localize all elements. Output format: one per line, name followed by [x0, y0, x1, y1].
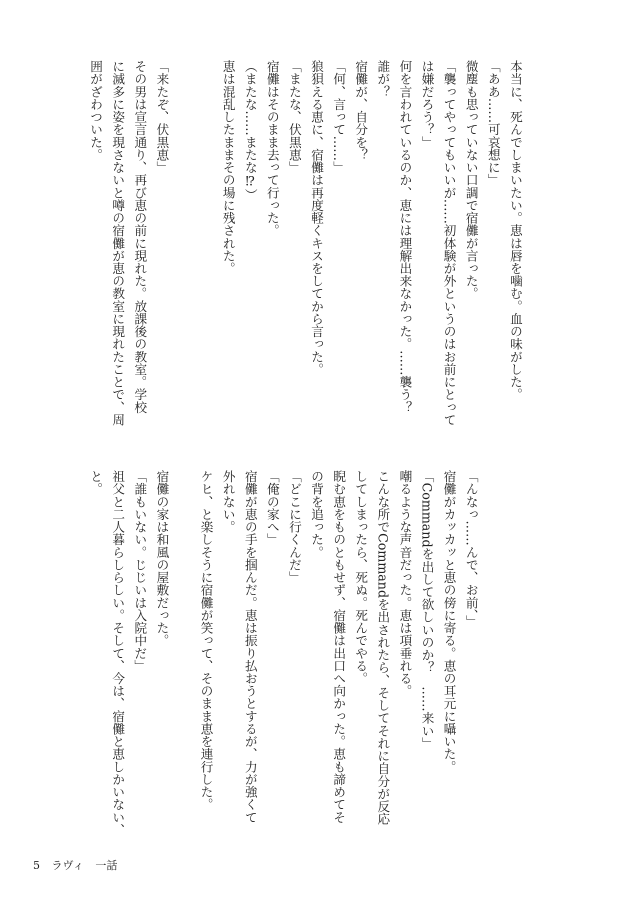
text-line: 恵は混乱したままその場に残された。	[220, 60, 236, 275]
text-line: 宿儺が恵の手を掴んだ。恵は振り払おうとするが、力が強くて	[242, 470, 258, 824]
text-line	[194, 60, 216, 450]
text-line: 「Commandを出して欲しいのか？ ……来い」	[419, 470, 435, 750]
text-line: 宿儺はそのまま去って行った。	[264, 60, 280, 237]
page-number: 5	[33, 859, 40, 872]
text-line: 「何、言って……」	[331, 60, 347, 174]
text-line: 「ああ……可哀想に」	[485, 60, 501, 187]
lower-text-block	[84, 470, 482, 850]
text-line: 睨む恵をものともせず、宿儺は出口へ向かった。恵も諦めてそ	[331, 470, 347, 824]
text-line: 狼狽える恵に、宿儺は再度軽くキスをしてから言った。	[309, 60, 325, 376]
text-line: （またな……またな⁉）	[242, 60, 258, 202]
text-line	[172, 60, 194, 450]
text-line: してしまったら、死ぬ。死んでやる。	[353, 470, 369, 685]
text-line: 「誰もいない。じじいは入院中だ」	[132, 470, 148, 672]
text-line: 祖父と二人暮らしらしい。そして、今は、宿儺と恵しかいない、	[110, 470, 126, 836]
text-line: 何を言われているのか、恵には理解出来なかった。……襲う？	[397, 60, 413, 414]
text-line	[172, 470, 194, 850]
chapter-label: 一話	[95, 859, 118, 872]
text-line: に滅多に姿を現さないと噂の宿儺が恵の教室に現れたことで、周	[110, 60, 126, 426]
text-line: 「またな、伏黒恵」	[286, 60, 302, 174]
text-line: 微塵も思っていない口調で宿儺が言った。	[463, 60, 479, 300]
text-line: 宿儺の家は和風の屋敷だった。	[154, 470, 170, 647]
text-line: 「襲ってやってもいいが……初体験が外というのはお前にとって	[441, 60, 457, 426]
text-line: は嫌だろう？」	[419, 60, 435, 149]
text-line: その男は宣言通り、再び恵の前に現れた。放課後の教室。学校	[132, 60, 148, 414]
story-title: ラヴィ	[51, 859, 84, 872]
text-line: こんな所でCommandを出されたら、そしてそれに自分が反応	[375, 470, 391, 826]
text-line: 「どこに行くんだ」	[286, 470, 302, 584]
text-line: 誰が？	[375, 60, 391, 98]
text-line: 宿儺が、自分を？	[353, 60, 369, 161]
text-line: 「来たぞ、伏黒恵」	[154, 60, 170, 174]
text-line: 嘲るような声音だった。恵は項垂れる。	[397, 470, 413, 698]
upper-text-block	[84, 60, 526, 450]
text-line: 「俺の家へ」	[264, 470, 280, 546]
text-line: 囲がざわついた。	[88, 60, 104, 161]
text-line: の背を追った。	[309, 470, 325, 559]
page-footer	[33, 859, 125, 873]
text-line: 宿儺がカッカッと恵の傍に寄る。恵の耳元に囁いた。	[441, 470, 457, 773]
text-line: ケヒ、と楽しそうに宿儺が笑って、そのまま恵を連行した。	[198, 470, 214, 811]
text-line: と。	[88, 470, 104, 496]
text-line: 外れない。	[220, 470, 236, 534]
text-line: 「んなっ……んで、お前、」	[463, 470, 479, 628]
text-line: 本当に、死んでしまいたい。恵は唇を噛む。血の味がした。	[507, 60, 523, 401]
